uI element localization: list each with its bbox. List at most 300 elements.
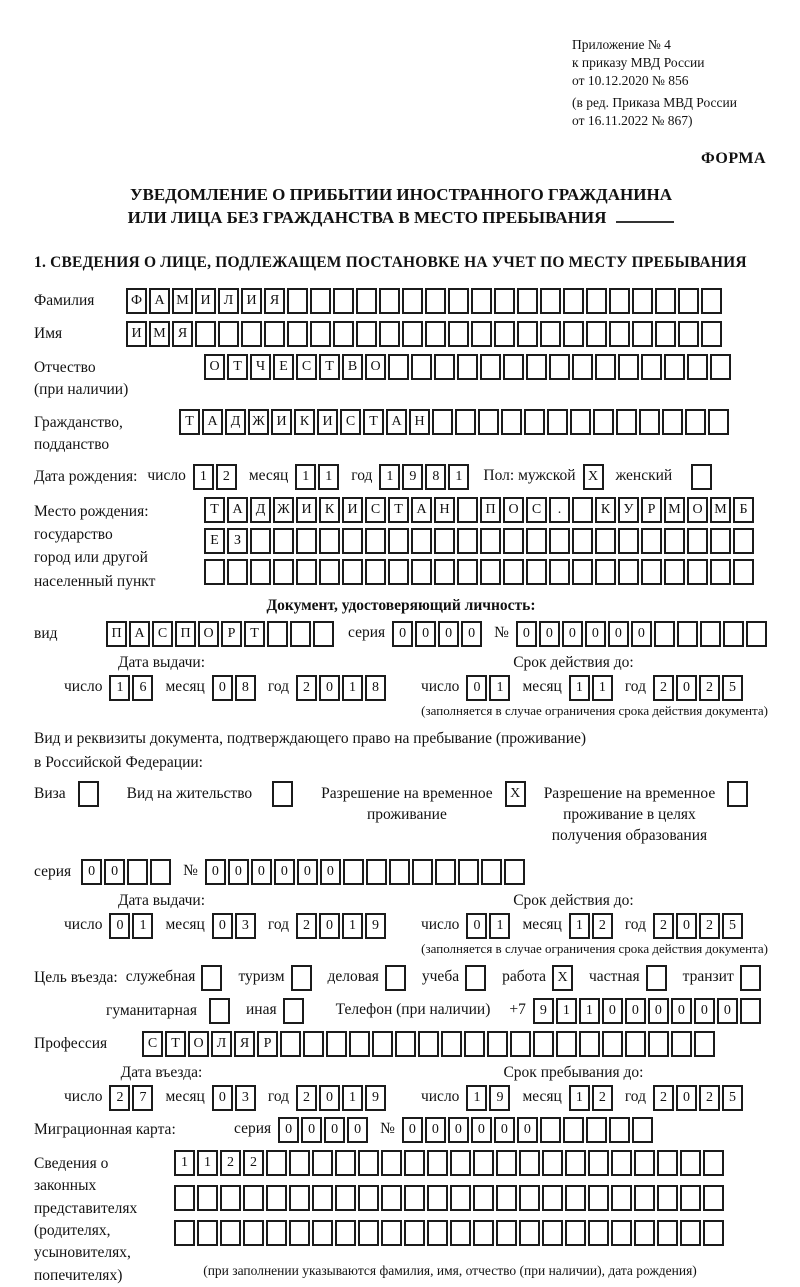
form-cell[interactable] bbox=[312, 1150, 333, 1176]
form-cell[interactable] bbox=[625, 1031, 646, 1057]
form-cell[interactable] bbox=[611, 1220, 632, 1246]
form-cell[interactable] bbox=[563, 288, 584, 314]
form-cell[interactable] bbox=[678, 321, 699, 347]
form-cell[interactable]: 0 bbox=[694, 998, 715, 1024]
form-cell[interactable]: Т bbox=[179, 409, 200, 435]
permit-number-cells[interactable] bbox=[205, 859, 527, 885]
form-cell[interactable]: И bbox=[296, 497, 317, 523]
form-cell[interactable] bbox=[358, 1220, 379, 1246]
form-cell[interactable] bbox=[78, 781, 99, 807]
phone-cells[interactable] bbox=[533, 998, 763, 1024]
form-cell[interactable]: О bbox=[687, 497, 708, 523]
visa-checkbox[interactable] bbox=[78, 781, 101, 807]
form-cell[interactable]: 0 bbox=[466, 675, 487, 701]
form-cell[interactable] bbox=[611, 1150, 632, 1176]
form-cell[interactable] bbox=[611, 1185, 632, 1211]
doc-issue-year-cells[interactable] bbox=[296, 675, 388, 701]
form-cell[interactable] bbox=[657, 1185, 678, 1211]
form-cell[interactable] bbox=[272, 781, 293, 807]
doc-issue-day-cells[interactable] bbox=[109, 675, 155, 701]
form-cell[interactable] bbox=[549, 354, 570, 380]
form-cell[interactable] bbox=[471, 321, 492, 347]
form-cell[interactable]: Ж bbox=[273, 497, 294, 523]
form-cell[interactable] bbox=[411, 559, 432, 585]
form-cell[interactable]: 0 bbox=[438, 621, 459, 647]
form-cell[interactable] bbox=[243, 1185, 264, 1211]
form-cell[interactable] bbox=[388, 559, 409, 585]
form-cell[interactable]: 2 bbox=[653, 913, 674, 939]
form-cell[interactable] bbox=[319, 528, 340, 554]
form-cell[interactable] bbox=[290, 621, 311, 647]
permit-valid-month-cells[interactable] bbox=[569, 913, 615, 939]
form-cell[interactable] bbox=[465, 965, 486, 991]
form-cell[interactable] bbox=[549, 528, 570, 554]
form-cell[interactable] bbox=[273, 528, 294, 554]
stay-month-cells[interactable] bbox=[569, 1085, 615, 1111]
form-cell[interactable] bbox=[740, 965, 761, 991]
form-cell[interactable] bbox=[588, 1185, 609, 1211]
form-cell[interactable] bbox=[343, 859, 364, 885]
form-cell[interactable]: 0 bbox=[212, 1085, 233, 1111]
form-cell[interactable] bbox=[150, 859, 171, 885]
doc-issue-month-cells[interactable] bbox=[212, 675, 258, 701]
form-cell[interactable]: 2 bbox=[699, 913, 720, 939]
form-cell[interactable]: Н bbox=[434, 497, 455, 523]
form-cell[interactable] bbox=[648, 1031, 669, 1057]
form-cell[interactable] bbox=[434, 559, 455, 585]
form-cell[interactable] bbox=[593, 409, 614, 435]
given-name-cells[interactable] bbox=[126, 321, 724, 347]
form-cell[interactable] bbox=[703, 1150, 724, 1176]
form-cell[interactable]: 0 bbox=[648, 998, 669, 1024]
form-cell[interactable]: 0 bbox=[228, 859, 249, 885]
form-cell[interactable] bbox=[572, 354, 593, 380]
entry-month-cells[interactable] bbox=[212, 1085, 258, 1111]
form-cell[interactable] bbox=[458, 859, 479, 885]
form-cell[interactable] bbox=[434, 528, 455, 554]
form-cell[interactable]: 1 bbox=[466, 1085, 487, 1111]
citizenship-cells[interactable] bbox=[179, 409, 731, 435]
form-cell[interactable] bbox=[241, 321, 262, 347]
form-cell[interactable]: 0 bbox=[539, 621, 560, 647]
form-cell[interactable] bbox=[218, 321, 239, 347]
form-cell[interactable] bbox=[524, 409, 545, 435]
form-cell[interactable] bbox=[687, 528, 708, 554]
purpose-commercial-checkbox[interactable] bbox=[385, 965, 408, 991]
form-cell[interactable] bbox=[664, 559, 685, 585]
form-cell[interactable] bbox=[572, 559, 593, 585]
form-cell[interactable] bbox=[335, 1150, 356, 1176]
purpose-humanitarian-checkbox[interactable] bbox=[209, 998, 232, 1024]
form-cell[interactable] bbox=[657, 1220, 678, 1246]
form-cell[interactable]: 1 bbox=[193, 464, 214, 490]
form-cell[interactable] bbox=[289, 1220, 310, 1246]
form-cell[interactable] bbox=[441, 1031, 462, 1057]
form-cell[interactable] bbox=[434, 354, 455, 380]
form-cell[interactable] bbox=[691, 464, 712, 490]
form-cell[interactable] bbox=[333, 288, 354, 314]
form-cell[interactable] bbox=[542, 1220, 563, 1246]
form-cell[interactable] bbox=[556, 1031, 577, 1057]
form-cell[interactable] bbox=[547, 409, 568, 435]
entry-year-cells[interactable] bbox=[296, 1085, 388, 1111]
form-cell[interactable] bbox=[388, 354, 409, 380]
form-cell[interactable] bbox=[540, 1117, 561, 1143]
form-cell[interactable] bbox=[609, 1117, 630, 1143]
form-cell[interactable]: С bbox=[296, 354, 317, 380]
form-cell[interactable]: 1 bbox=[489, 675, 510, 701]
patronymic-cells[interactable] bbox=[204, 354, 733, 380]
form-cell[interactable] bbox=[618, 528, 639, 554]
form-cell[interactable]: 5 bbox=[722, 1085, 743, 1111]
form-cell[interactable]: 0 bbox=[562, 621, 583, 647]
form-cell[interactable]: 9 bbox=[402, 464, 423, 490]
form-cell[interactable]: 1 bbox=[342, 913, 363, 939]
form-cell[interactable]: П bbox=[106, 621, 127, 647]
form-cell[interactable]: 0 bbox=[425, 1117, 446, 1143]
purpose-transit-checkbox[interactable] bbox=[740, 965, 763, 991]
form-cell[interactable] bbox=[572, 497, 593, 523]
form-cell[interactable] bbox=[250, 559, 271, 585]
form-cell[interactable]: 1 bbox=[448, 464, 469, 490]
form-cell[interactable] bbox=[496, 1185, 517, 1211]
form-cell[interactable] bbox=[412, 859, 433, 885]
form-cell[interactable] bbox=[425, 288, 446, 314]
form-cell[interactable] bbox=[366, 859, 387, 885]
form-cell[interactable]: Б bbox=[733, 497, 754, 523]
form-cell[interactable]: 0 bbox=[625, 998, 646, 1024]
form-cell[interactable] bbox=[464, 1031, 485, 1057]
form-cell[interactable]: О bbox=[365, 354, 386, 380]
form-cell[interactable] bbox=[296, 528, 317, 554]
form-cell[interactable] bbox=[342, 559, 363, 585]
form-cell[interactable] bbox=[632, 1117, 653, 1143]
form-cell[interactable] bbox=[701, 288, 722, 314]
form-cell[interactable] bbox=[287, 321, 308, 347]
form-cell[interactable] bbox=[457, 497, 478, 523]
form-cell[interactable] bbox=[565, 1220, 586, 1246]
form-cell[interactable]: И bbox=[126, 321, 147, 347]
form-cell[interactable]: А bbox=[149, 288, 170, 314]
form-cell[interactable] bbox=[457, 528, 478, 554]
form-cell[interactable] bbox=[595, 528, 616, 554]
form-cell[interactable] bbox=[519, 1220, 540, 1246]
form-cell[interactable]: Ч bbox=[250, 354, 271, 380]
form-cell[interactable]: Я bbox=[234, 1031, 255, 1057]
purpose-tourism-checkbox[interactable] bbox=[291, 965, 314, 991]
form-cell[interactable] bbox=[609, 288, 630, 314]
form-cell[interactable]: 0 bbox=[516, 621, 537, 647]
form-cell[interactable] bbox=[494, 288, 515, 314]
form-cell[interactable]: 5 bbox=[722, 913, 743, 939]
form-cell[interactable] bbox=[220, 1185, 241, 1211]
form-cell[interactable]: 3 bbox=[235, 913, 256, 939]
form-cell[interactable] bbox=[404, 1150, 425, 1176]
residence-permit-checkbox[interactable] bbox=[272, 781, 295, 807]
form-cell[interactable]: И bbox=[271, 409, 292, 435]
form-cell[interactable]: В bbox=[342, 354, 363, 380]
form-cell[interactable] bbox=[526, 528, 547, 554]
form-cell[interactable] bbox=[335, 1185, 356, 1211]
form-cell[interactable] bbox=[204, 559, 225, 585]
form-cell[interactable] bbox=[335, 1220, 356, 1246]
form-cell[interactable] bbox=[563, 321, 584, 347]
form-cell[interactable] bbox=[657, 1150, 678, 1176]
birth-month-cells[interactable] bbox=[295, 464, 341, 490]
form-cell[interactable] bbox=[586, 321, 607, 347]
form-cell[interactable]: 0 bbox=[415, 621, 436, 647]
form-cell[interactable] bbox=[687, 559, 708, 585]
form-cell[interactable]: 2 bbox=[653, 1085, 674, 1111]
form-cell[interactable]: 2 bbox=[216, 464, 237, 490]
form-cell[interactable]: 2 bbox=[653, 675, 674, 701]
form-cell[interactable]: 0 bbox=[608, 621, 629, 647]
form-cell[interactable] bbox=[723, 621, 744, 647]
permit-issue-year-cells[interactable] bbox=[296, 913, 388, 939]
form-cell[interactable]: 0 bbox=[402, 1117, 423, 1143]
form-cell[interactable] bbox=[197, 1220, 218, 1246]
form-cell[interactable]: М bbox=[172, 288, 193, 314]
form-cell[interactable] bbox=[655, 321, 676, 347]
form-cell[interactable]: 6 bbox=[132, 675, 153, 701]
form-cell[interactable] bbox=[710, 528, 731, 554]
form-cell[interactable]: А bbox=[386, 409, 407, 435]
purpose-business-checkbox[interactable] bbox=[201, 965, 224, 991]
permit-valid-day-cells[interactable] bbox=[466, 913, 512, 939]
form-cell[interactable]: 9 bbox=[533, 998, 554, 1024]
form-cell[interactable]: О bbox=[204, 354, 225, 380]
form-cell[interactable] bbox=[533, 1031, 554, 1057]
permit-issue-month-cells[interactable] bbox=[212, 913, 258, 939]
form-cell[interactable]: 1 bbox=[295, 464, 316, 490]
form-cell[interactable] bbox=[632, 321, 653, 347]
form-cell[interactable] bbox=[710, 559, 731, 585]
form-cell[interactable] bbox=[641, 559, 662, 585]
form-cell[interactable] bbox=[356, 321, 377, 347]
form-cell[interactable] bbox=[540, 288, 561, 314]
form-cell[interactable] bbox=[700, 621, 721, 647]
form-cell[interactable] bbox=[586, 288, 607, 314]
form-cell[interactable] bbox=[220, 1220, 241, 1246]
permit-issue-day-cells[interactable] bbox=[109, 913, 155, 939]
form-cell[interactable] bbox=[733, 528, 754, 554]
form-cell[interactable]: Т bbox=[363, 409, 384, 435]
form-cell[interactable]: К bbox=[595, 497, 616, 523]
form-cell[interactable] bbox=[296, 559, 317, 585]
form-cell[interactable]: 0 bbox=[602, 998, 623, 1024]
form-cell[interactable] bbox=[540, 321, 561, 347]
form-cell[interactable] bbox=[646, 965, 667, 991]
form-cell[interactable] bbox=[174, 1185, 195, 1211]
form-cell[interactable] bbox=[381, 1220, 402, 1246]
form-cell[interactable]: 1 bbox=[569, 675, 590, 701]
form-cell[interactable] bbox=[680, 1220, 701, 1246]
form-cell[interactable]: 0 bbox=[517, 1117, 538, 1143]
doc-valid-month-cells[interactable] bbox=[569, 675, 615, 701]
form-cell[interactable] bbox=[746, 621, 767, 647]
form-cell[interactable]: 0 bbox=[676, 1085, 697, 1111]
form-cell[interactable] bbox=[457, 354, 478, 380]
form-cell[interactable] bbox=[549, 559, 570, 585]
form-cell[interactable]: 0 bbox=[585, 621, 606, 647]
form-cell[interactable]: 1 bbox=[109, 675, 130, 701]
form-cell[interactable] bbox=[703, 1220, 724, 1246]
form-cell[interactable]: 0 bbox=[205, 859, 226, 885]
form-cell[interactable] bbox=[733, 559, 754, 585]
form-cell[interactable] bbox=[496, 1220, 517, 1246]
form-cell[interactable]: С bbox=[152, 621, 173, 647]
doc-series-cells[interactable] bbox=[392, 621, 484, 647]
form-cell[interactable]: Е bbox=[273, 354, 294, 380]
entry-day-cells[interactable] bbox=[109, 1085, 155, 1111]
form-cell[interactable] bbox=[602, 1031, 623, 1057]
edu-permit-checkbox[interactable] bbox=[727, 781, 750, 807]
form-cell[interactable] bbox=[487, 1031, 508, 1057]
doc-number-cells[interactable] bbox=[516, 621, 769, 647]
form-cell[interactable] bbox=[664, 528, 685, 554]
stay-year-cells[interactable] bbox=[653, 1085, 745, 1111]
form-cell[interactable]: 9 bbox=[365, 1085, 386, 1111]
form-cell[interactable] bbox=[201, 965, 222, 991]
form-cell[interactable] bbox=[358, 1185, 379, 1211]
form-cell[interactable] bbox=[634, 1185, 655, 1211]
form-cell[interactable]: X bbox=[505, 781, 526, 807]
form-cell[interactable]: 0 bbox=[212, 675, 233, 701]
form-cell[interactable]: 2 bbox=[296, 1085, 317, 1111]
form-cell[interactable]: И bbox=[195, 288, 216, 314]
form-cell[interactable]: 0 bbox=[319, 913, 340, 939]
form-cell[interactable] bbox=[365, 528, 386, 554]
form-cell[interactable] bbox=[313, 621, 334, 647]
form-cell[interactable] bbox=[195, 321, 216, 347]
form-cell[interactable] bbox=[496, 1150, 517, 1176]
form-cell[interactable]: 1 bbox=[342, 675, 363, 701]
form-cell[interactable] bbox=[480, 559, 501, 585]
form-cell[interactable]: 2 bbox=[592, 1085, 613, 1111]
form-cell[interactable]: А bbox=[202, 409, 223, 435]
form-cell[interactable]: Т bbox=[244, 621, 265, 647]
form-cell[interactable]: Ж bbox=[248, 409, 269, 435]
form-cell[interactable]: П bbox=[480, 497, 501, 523]
form-cell[interactable]: Т bbox=[165, 1031, 186, 1057]
form-cell[interactable] bbox=[694, 1031, 715, 1057]
form-cell[interactable] bbox=[381, 1150, 402, 1176]
form-cell[interactable]: 1 bbox=[174, 1150, 195, 1176]
form-cell[interactable]: 0 bbox=[212, 913, 233, 939]
permit-valid-year-cells[interactable] bbox=[653, 913, 745, 939]
form-cell[interactable]: И bbox=[342, 497, 363, 523]
form-cell[interactable]: X bbox=[583, 464, 604, 490]
form-cell[interactable]: 0 bbox=[81, 859, 102, 885]
form-cell[interactable] bbox=[404, 1185, 425, 1211]
guardians-cells-row1[interactable] bbox=[174, 1150, 726, 1176]
form-cell[interactable] bbox=[727, 781, 748, 807]
doc-valid-day-cells[interactable] bbox=[466, 675, 512, 701]
stay-day-cells[interactable] bbox=[466, 1085, 512, 1111]
form-cell[interactable]: 0 bbox=[301, 1117, 322, 1143]
form-cell[interactable] bbox=[349, 1031, 370, 1057]
form-cell[interactable]: С bbox=[340, 409, 361, 435]
form-cell[interactable] bbox=[411, 528, 432, 554]
form-cell[interactable]: X bbox=[552, 965, 573, 991]
form-cell[interactable] bbox=[526, 559, 547, 585]
form-cell[interactable] bbox=[618, 559, 639, 585]
form-cell[interactable] bbox=[664, 354, 685, 380]
form-cell[interactable]: 1 bbox=[379, 464, 400, 490]
form-cell[interactable] bbox=[289, 1150, 310, 1176]
form-cell[interactable] bbox=[312, 1185, 333, 1211]
form-cell[interactable]: И bbox=[241, 288, 262, 314]
form-cell[interactable] bbox=[427, 1150, 448, 1176]
form-cell[interactable] bbox=[266, 1150, 287, 1176]
form-cell[interactable] bbox=[677, 621, 698, 647]
form-cell[interactable]: З bbox=[227, 528, 248, 554]
form-cell[interactable] bbox=[264, 321, 285, 347]
form-cell[interactable] bbox=[395, 1031, 416, 1057]
form-cell[interactable]: 8 bbox=[235, 675, 256, 701]
form-cell[interactable]: 3 bbox=[235, 1085, 256, 1111]
form-cell[interactable]: 1 bbox=[318, 464, 339, 490]
form-cell[interactable]: Т bbox=[319, 354, 340, 380]
form-cell[interactable] bbox=[662, 409, 683, 435]
form-cell[interactable] bbox=[435, 859, 456, 885]
form-cell[interactable] bbox=[457, 559, 478, 585]
form-cell[interactable] bbox=[450, 1150, 471, 1176]
form-cell[interactable] bbox=[388, 528, 409, 554]
form-cell[interactable] bbox=[381, 1185, 402, 1211]
form-cell[interactable]: Т bbox=[388, 497, 409, 523]
form-cell[interactable] bbox=[266, 1220, 287, 1246]
form-cell[interactable] bbox=[481, 859, 502, 885]
form-cell[interactable] bbox=[609, 321, 630, 347]
form-cell[interactable] bbox=[289, 1185, 310, 1211]
form-cell[interactable]: 0 bbox=[324, 1117, 345, 1143]
form-cell[interactable] bbox=[519, 1185, 540, 1211]
form-cell[interactable]: И bbox=[317, 409, 338, 435]
form-cell[interactable]: П bbox=[175, 621, 196, 647]
form-cell[interactable] bbox=[740, 998, 761, 1024]
form-cell[interactable]: . bbox=[549, 497, 570, 523]
form-cell[interactable]: 5 bbox=[722, 675, 743, 701]
form-cell[interactable]: У bbox=[618, 497, 639, 523]
form-cell[interactable]: 0 bbox=[676, 913, 697, 939]
form-cell[interactable]: 2 bbox=[699, 1085, 720, 1111]
form-cell[interactable] bbox=[708, 409, 729, 435]
form-cell[interactable] bbox=[494, 321, 515, 347]
birth-place-cells-row3[interactable] bbox=[204, 559, 756, 585]
form-cell[interactable] bbox=[503, 354, 524, 380]
form-cell[interactable] bbox=[671, 1031, 692, 1057]
form-cell[interactable] bbox=[480, 354, 501, 380]
form-cell[interactable]: 0 bbox=[448, 1117, 469, 1143]
form-cell[interactable] bbox=[588, 1150, 609, 1176]
birth-year-cells[interactable] bbox=[379, 464, 471, 490]
form-cell[interactable] bbox=[319, 559, 340, 585]
form-cell[interactable]: Л bbox=[211, 1031, 232, 1057]
form-cell[interactable]: 2 bbox=[220, 1150, 241, 1176]
form-cell[interactable] bbox=[227, 559, 248, 585]
form-cell[interactable] bbox=[303, 1031, 324, 1057]
form-cell[interactable] bbox=[586, 1117, 607, 1143]
form-cell[interactable]: 2 bbox=[592, 913, 613, 939]
migration-series-cells[interactable] bbox=[278, 1117, 370, 1143]
form-cell[interactable]: С bbox=[142, 1031, 163, 1057]
form-cell[interactable] bbox=[639, 409, 660, 435]
form-cell[interactable] bbox=[503, 528, 524, 554]
form-cell[interactable] bbox=[634, 1220, 655, 1246]
form-cell[interactable]: 2 bbox=[243, 1150, 264, 1176]
form-cell[interactable] bbox=[570, 409, 591, 435]
